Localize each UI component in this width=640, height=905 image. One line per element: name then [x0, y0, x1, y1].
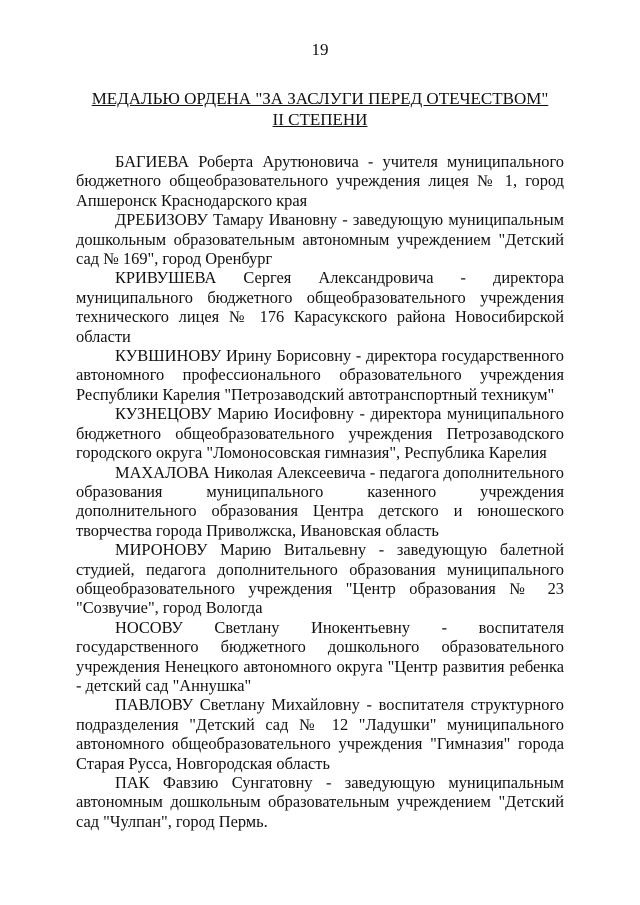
awardee-entry: ДРЕБИЗОВУ Тамару Ивановну - заведующую муниципальным дошкольным образовательным автономным учреждением "Детский сад № 169", город Оренбург [76, 210, 564, 269]
awardee-entry: ПАВЛОВУ Светлану Михайловну - воспитателя структурного подразделения "Детский сад № 12 "Ладушки" муниципального автономного общеобразовательного учреждения "Гимназия" города Старая Русса, Новгородская область [76, 695, 564, 773]
awardee-entry: БАГИЕВА Роберта Арутюновича - учителя муниципального бюджетного общеобразовательного учреждения лицея № 1, город Апшеронск Краснодарского края [76, 152, 564, 210]
awardee-list [76, 152, 564, 831]
award-heading-line-1: МЕДАЛЬЮ ОРДЕНА "ЗА ЗАСЛУГИ ПЕРЕД ОТЕЧЕСТВОМ" [91, 89, 549, 108]
awardee-entry: МИРОНОВУ Марию Витальевну - заведующую балетной студией, педагога дополнительного образования муниципального общеобразовательного учреждения "Центр образования № 23 "Созвучие", город Вологда [76, 540, 564, 618]
award-heading-line-2: II СТЕПЕНИ [272, 110, 368, 129]
award-heading [70, 88, 570, 130]
page-number: 19 [311, 40, 329, 59]
awardee-entry: КРИВУШЕВА Сергея Александровича - директора муниципального бюджетного общеобразовательного учреждения технического лицея № 176 Карасукского района Новосибирской области [76, 268, 564, 346]
awardee-entry: ПАК Фавзию Сунгатовну - заведующую муниципальным автономным дошкольным образовательным учреждением "Детский сад "Чулпан", город Пермь. [76, 773, 564, 831]
awardee-entry: КУЗНЕЦОВУ Марию Иосифовну - директора муниципального бюджетного общеобразовательного учреждения Петрозаводского городского округа "Ломоносовская гимназия", Республика Карелия [76, 404, 564, 463]
awardee-entry: НОСОВУ Светлану Инокентьевну - воспитателя государственного бюджетного дошкольного образовательного учреждения Ненецкого автономного округа "Центр развития ребенка - детский сад "Аннушка" [76, 617, 564, 695]
awardee-entry: КУВШИНОВУ Ирину Борисовну - директора государственного автономного профессионального образовательного учреждения Республики Карелия "Петрозаводский автотранспортный техникум" [76, 346, 564, 404]
awardee-entry: МАХАЛОВА Николая Алексеевича - педагога дополнительного образования муниципального казенного учреждения дополнительного образования Центра детского и юношеского творчества города Приволжска, Ивановская область [76, 462, 564, 540]
